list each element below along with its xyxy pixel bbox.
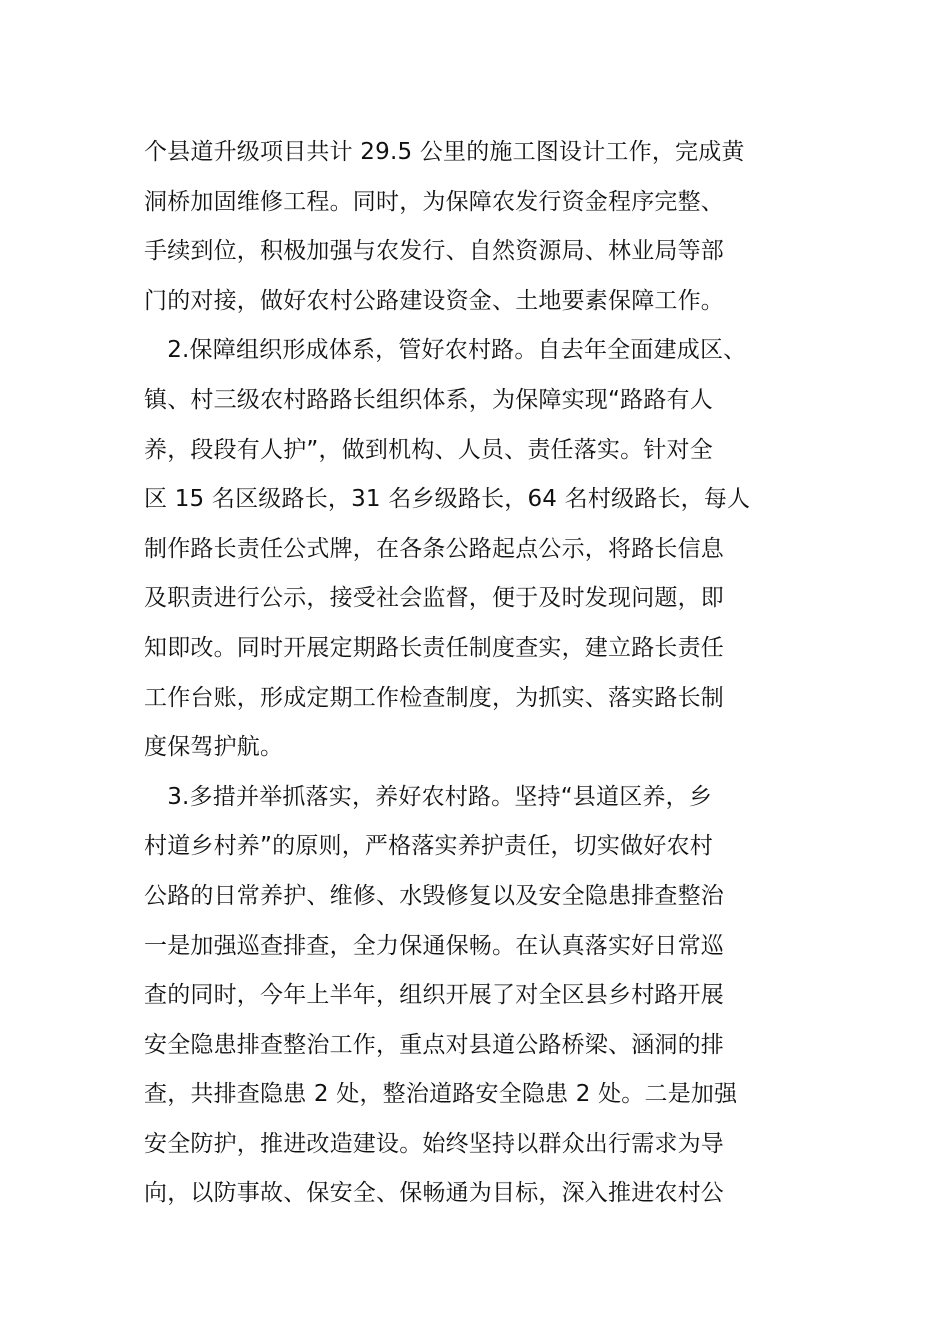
text-line-6: 镇、村三级农村路路长组织体系，为保障实现“路路有人 [144, 386, 713, 413]
text-line-11: 知即改。同时开展定期路长责任制度查实，建立路长责任 [144, 634, 724, 661]
text-line-22: 向，以防事故、保安全、保畅通为目标，深入推进农村公 [144, 1180, 724, 1207]
text-line-16: 公路的日常养护、维修、水毁修复以及安全隐患排查整治 [144, 882, 724, 909]
text-line-12: 工作台账，形成定期工作检查制度，为抓实、落实路长制 [144, 684, 724, 711]
text-line-15: 村道乡村养”的原则，严格落实养护责任，切实做好农村 [144, 833, 713, 860]
text-line-9: 制作路长责任公式牌，在各条公路起点公示，将路长信息 [144, 535, 724, 562]
text-line-17: 一是加强巡查排查，全力保通保畅。在认真落实好日常巡 [144, 932, 724, 959]
text-line-19: 安全隐患排查整治工作，重点对县道公路桥梁、涵洞的排 [144, 1031, 724, 1058]
text-line-4: 门的对接，做好农村公路建设资金、土地要素保障工作。 [144, 287, 724, 314]
document-body [144, 128, 844, 1219]
text-line-13: 度保驾护航。 [144, 734, 284, 761]
text-line-14: 3.多措并举抓落实，养好农村路。坚持“县道区养，乡 [144, 783, 713, 810]
text-line-2: 洞桥加固维修工程。同时，为保障农发行资金程序完整、 [144, 188, 724, 215]
text-line-8: 区 15 名区级路长，31 名乡级路长，64 名村级路长，每人 [144, 486, 751, 513]
text-line-3: 手续到位，积极加强与农发行、自然资源局、林业局等部 [144, 238, 724, 265]
text-line-5: 2.保障组织形成体系，管好农村路。自去年全面建成区、 [144, 337, 747, 364]
text-line-10: 及职责进行公示，接受社会监督，便于及时发现问题，即 [144, 585, 724, 612]
text-line-21: 安全防护，推进改造建设。始终坚持以群众出行需求为导 [144, 1130, 724, 1157]
text-line-1: 个县道升级项目共计 29.5 公里的施工图设计工作，完成黄 [144, 139, 745, 165]
text-line-18: 查的同时，今年上半年，组织开展了对全区县乡村路开展 [144, 982, 724, 1009]
text-line-7: 养，段段有人护”，做到机构、人员、责任落实。针对全 [144, 436, 713, 463]
text-line-20: 查，共排查隐患 2 处，整治道路安全隐患 2 处。二是加强 [144, 1081, 738, 1108]
